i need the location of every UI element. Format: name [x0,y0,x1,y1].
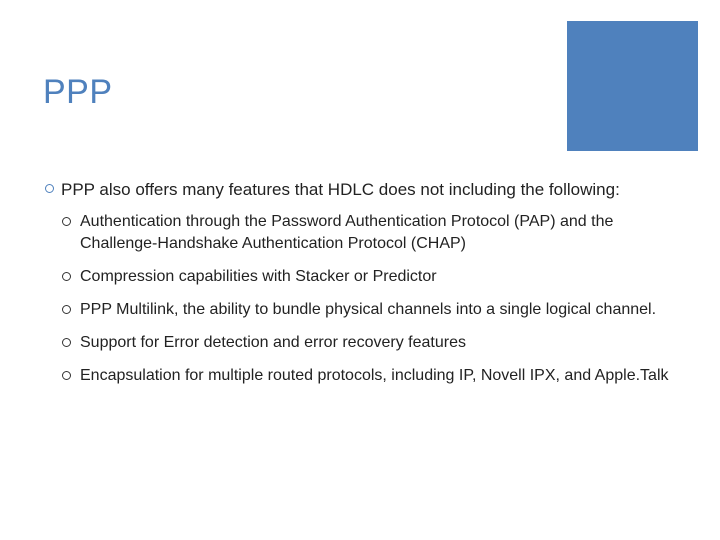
feature-list [62,211,675,387]
slide-title: PPP [43,73,113,111]
hollow-circle-bullet-icon [45,184,54,193]
hollow-circle-bullet-icon [62,338,71,347]
list-item-text: PPP Multilink, the ability to bundle physical channels into a single logical channel. [80,301,657,318]
hollow-circle-bullet-icon [62,371,71,380]
hollow-circle-bullet-icon [62,305,71,314]
list-item [62,332,675,354]
intro-text: PPP also offers many features that HDLC does not including the following: [61,180,620,199]
list-item [62,266,675,288]
intro-bullet [45,178,675,201]
accent-block [567,21,698,151]
list-item-text: Support for Error detection and error recovery features [80,334,466,351]
list-item-text: Encapsulation for multiple routed protocols, including IP, Novell IPX, and Apple.Talk [80,367,669,384]
list-item [62,365,675,387]
list-item-text: Compression capabilities with Stacker or Predictor [80,268,437,285]
list-item [62,211,675,255]
hollow-circle-bullet-icon [62,272,71,281]
list-item-text: Authentication through the Password Authentication Protocol (PAP) and the Challenge-Handshake Authentication Protocol (CHAP) [80,213,614,252]
slide-content [45,178,675,398]
list-item [62,299,675,321]
hollow-circle-bullet-icon [62,217,71,226]
